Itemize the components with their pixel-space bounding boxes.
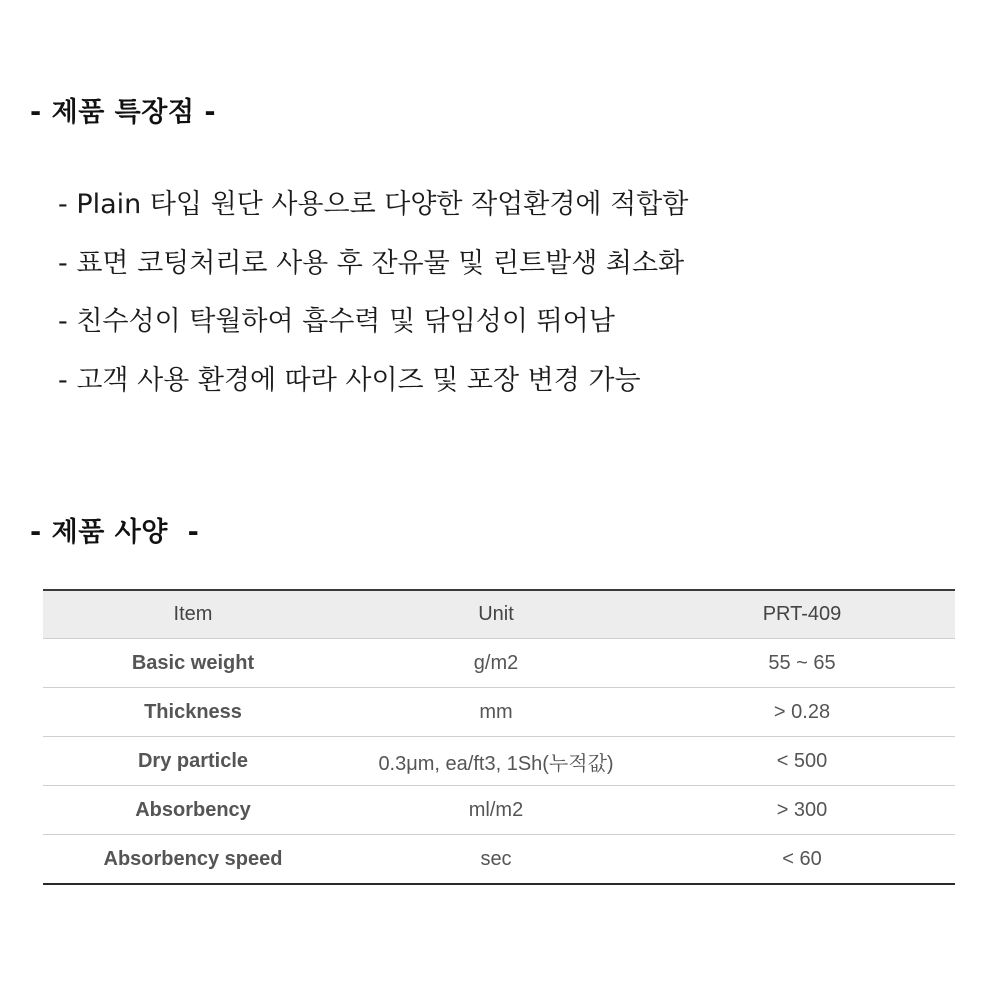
unit-cell: mm [343, 688, 649, 737]
feature-item: - 고객 사용 환경에 따라 사이즈 및 포장 변경 가능 [58, 364, 641, 396]
header-model: PRT-409 [649, 590, 955, 639]
header-row [43, 590, 955, 639]
item-cell: Basic weight [43, 639, 343, 688]
item-cell: Dry particle [43, 737, 343, 786]
table-row [43, 737, 955, 786]
unit-cell: sec [343, 835, 649, 885]
spec-table [43, 589, 955, 885]
unit-cell: g/m2 [343, 639, 649, 688]
feature-item: - 표면 코팅처리로 사용 후 잔유물 및 린트발생 최소화 [58, 247, 685, 279]
item-cell: Thickness [43, 688, 343, 737]
table-row [43, 639, 955, 688]
header-item: Item [43, 590, 343, 639]
value-cell: < 60 [649, 835, 955, 885]
features-list [58, 185, 688, 419]
spec-table-header [43, 590, 955, 639]
feature-item: - Plain 타입 원단 사용으로 다양한 작업환경에 적합함 [58, 189, 689, 220]
unit-cell: ml/m2 [343, 786, 649, 835]
header-unit: Unit [343, 590, 649, 639]
feature-item: - 친수성이 탁월하여 흡수력 및 닦임성이 뛰어남 [58, 306, 615, 337]
value-cell: < 500 [649, 737, 955, 786]
value-cell: 55 ~ 65 [649, 639, 955, 688]
table-row [43, 688, 955, 737]
item-cell: Absorbency [43, 786, 343, 835]
table-row [43, 835, 955, 885]
table-row [43, 786, 955, 835]
item-cell: Absorbency speed [43, 835, 343, 885]
features-section-title: - 제품 특장점 - [30, 97, 217, 128]
value-cell: > 300 [649, 786, 955, 835]
spec-table-body [43, 639, 955, 885]
value-cell: > 0.28 [649, 688, 955, 737]
specs-section-title: - 제품 사양 - [30, 517, 200, 548]
unit-cell: 0.3μm, ea/ft3, 1Sh(누적값) [343, 737, 649, 786]
